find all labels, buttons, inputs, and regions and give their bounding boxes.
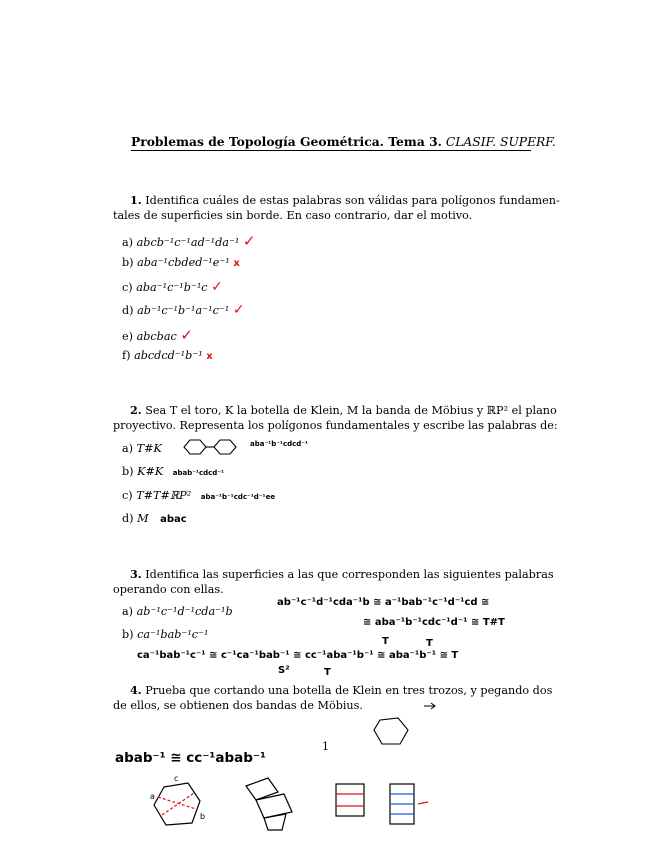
q3-work-b-S2: S² bbox=[278, 665, 290, 676]
q1-item-d bbox=[122, 302, 245, 318]
q3-work-a-line2: ≅ aba⁻¹b⁻¹cdc⁻¹d⁻¹ ≅ T#T bbox=[363, 617, 505, 628]
item-label: b) bbox=[122, 465, 134, 478]
item-label: c) bbox=[122, 281, 133, 294]
title-underline bbox=[131, 150, 531, 151]
q2-text-line1 bbox=[130, 403, 557, 418]
item-expr: T#T#ℝP² bbox=[136, 489, 192, 502]
page-number: 1 bbox=[322, 740, 329, 753]
q1-item-f bbox=[122, 349, 213, 362]
q3-work-a-T2: T bbox=[426, 638, 433, 649]
mobius-band-sketch-2 bbox=[382, 778, 430, 828]
q1-text-line2: tales de superficies sin borde. En caso contrario, dar el motivo. bbox=[113, 209, 473, 222]
q2-number: 2. bbox=[130, 403, 142, 417]
cross-mark-icon: x bbox=[206, 351, 213, 362]
q2-answer-a: aba⁻¹b⁻¹cdcd⁻¹ bbox=[250, 440, 309, 448]
item-label: a) bbox=[122, 236, 134, 249]
item-label: e) bbox=[122, 330, 133, 343]
q2-text-line2: proyectivo. Representa los polígonos fundamentales y escribe las palabras de: bbox=[113, 419, 558, 432]
edge-label: b bbox=[200, 812, 206, 821]
title-bold: Problemas de Topología Geométrica. Tema 3. bbox=[131, 134, 442, 149]
q4-text-line2: de ellos, se obtienen dos bandas de Möbius. bbox=[113, 699, 363, 712]
q4-text-line1 bbox=[130, 683, 552, 698]
item-label: b) bbox=[122, 628, 134, 641]
cut-klein-polygon-sketch bbox=[148, 775, 208, 835]
q2-answer-b: abab⁻¹cdcd⁻¹ bbox=[172, 469, 225, 477]
q3-work-a-line1: ab⁻¹c⁻¹d⁻¹cda⁻¹b ≅ a⁻¹bab⁻¹c⁻¹d⁻¹cd ≅ bbox=[277, 597, 490, 608]
torus-klein-polygon-sketch bbox=[178, 436, 248, 458]
item-label: d) bbox=[122, 304, 134, 317]
q2-answer-c: aba⁻¹b⁻¹cdc⁻¹d⁻¹ee bbox=[200, 493, 276, 501]
item-label: f) bbox=[122, 349, 131, 362]
check-mark-icon: ✓ bbox=[211, 279, 223, 295]
q2-item-a bbox=[122, 442, 162, 455]
item-word: ab⁻¹c⁻¹b⁻¹a⁻¹c⁻¹ bbox=[137, 304, 230, 317]
item-expr: M bbox=[137, 512, 149, 525]
item-word: ab⁻¹c⁻¹d⁻¹cda⁻¹b bbox=[136, 605, 233, 618]
item-word: aba⁻¹c⁻¹b⁻¹c bbox=[136, 281, 208, 294]
edge-label: a bbox=[150, 792, 155, 801]
check-mark-icon: ✓ bbox=[180, 326, 193, 344]
q3-number: 3. bbox=[130, 567, 142, 581]
q2-answer-d: abac bbox=[160, 514, 187, 525]
q3-work-a-T1: T bbox=[382, 636, 389, 647]
item-word: abcdcd⁻¹b⁻¹ bbox=[134, 349, 203, 362]
q4-number: 4. bbox=[130, 683, 142, 697]
q3-work-b: ca⁻¹bab⁻¹c⁻¹ ≅ c⁻¹ca⁻¹bab⁻¹ ≅ cc⁻¹aba⁻¹b⁻¹ ≅ aba⁻¹b⁻¹ ≅ T bbox=[137, 650, 459, 661]
check-mark-icon: ✓ bbox=[232, 302, 245, 318]
q1-item-e bbox=[122, 326, 193, 344]
q1-number: 1. bbox=[130, 193, 142, 207]
page-title bbox=[131, 134, 556, 151]
q3-text: Identifica las superficies a las que corresponden las siguientes palabras bbox=[145, 568, 554, 581]
item-label: c) bbox=[122, 489, 133, 502]
edge-label: c bbox=[174, 775, 179, 783]
q2-item-c bbox=[122, 489, 275, 502]
item-word: abcb⁻¹c⁻¹ad⁻¹da⁻¹ bbox=[136, 236, 240, 249]
q2-text: Sea T el toro, K la botella de Klein, M la banda de Möbius y ℝP² el plano bbox=[145, 404, 557, 417]
item-word: abcbac bbox=[136, 330, 177, 343]
mobius-band-sketch-1 bbox=[330, 778, 370, 822]
cross-mark-icon: x bbox=[233, 258, 240, 269]
q1-text: Identifica cuáles de estas palabras son válidas para polígonos fundamen- bbox=[145, 194, 560, 207]
small-arrow-sketch bbox=[422, 700, 438, 712]
q4-text: Prueba que cortando una botella de Klein en tres trozos, y pegando dos bbox=[145, 684, 553, 697]
q1-item-b bbox=[122, 256, 240, 269]
item-expr: K#K bbox=[137, 465, 164, 478]
q3-item-a bbox=[122, 605, 233, 618]
q1-item-c bbox=[122, 279, 223, 295]
item-label: b) bbox=[122, 256, 134, 269]
check-mark-icon: ✓ bbox=[242, 232, 256, 250]
q2-item-b bbox=[122, 465, 224, 478]
rearranged-pieces-sketch bbox=[238, 772, 298, 834]
q4-work: abab⁻¹ ≅ cc⁻¹abab⁻¹ bbox=[115, 750, 266, 766]
q2-item-d bbox=[122, 512, 187, 525]
item-expr: T#K bbox=[136, 442, 162, 455]
q1-item-a bbox=[122, 232, 256, 250]
klein-polygon-sketch bbox=[368, 712, 418, 752]
title-italic: CLASIF. SUPERF. bbox=[445, 135, 556, 149]
item-label: a) bbox=[122, 605, 134, 618]
item-label: d) bbox=[122, 512, 134, 525]
item-word: aba⁻¹cbded⁻¹e⁻¹ bbox=[137, 256, 230, 269]
item-label: a) bbox=[122, 442, 134, 455]
q3-item-b bbox=[122, 628, 208, 641]
q3-text-line1 bbox=[130, 567, 554, 582]
q3-work-b-T: T bbox=[324, 667, 331, 678]
item-word: ca⁻¹bab⁻¹c⁻¹ bbox=[137, 628, 209, 641]
q3-text-line2: operando con ellas. bbox=[113, 583, 224, 596]
q1-text-line1 bbox=[130, 193, 560, 208]
